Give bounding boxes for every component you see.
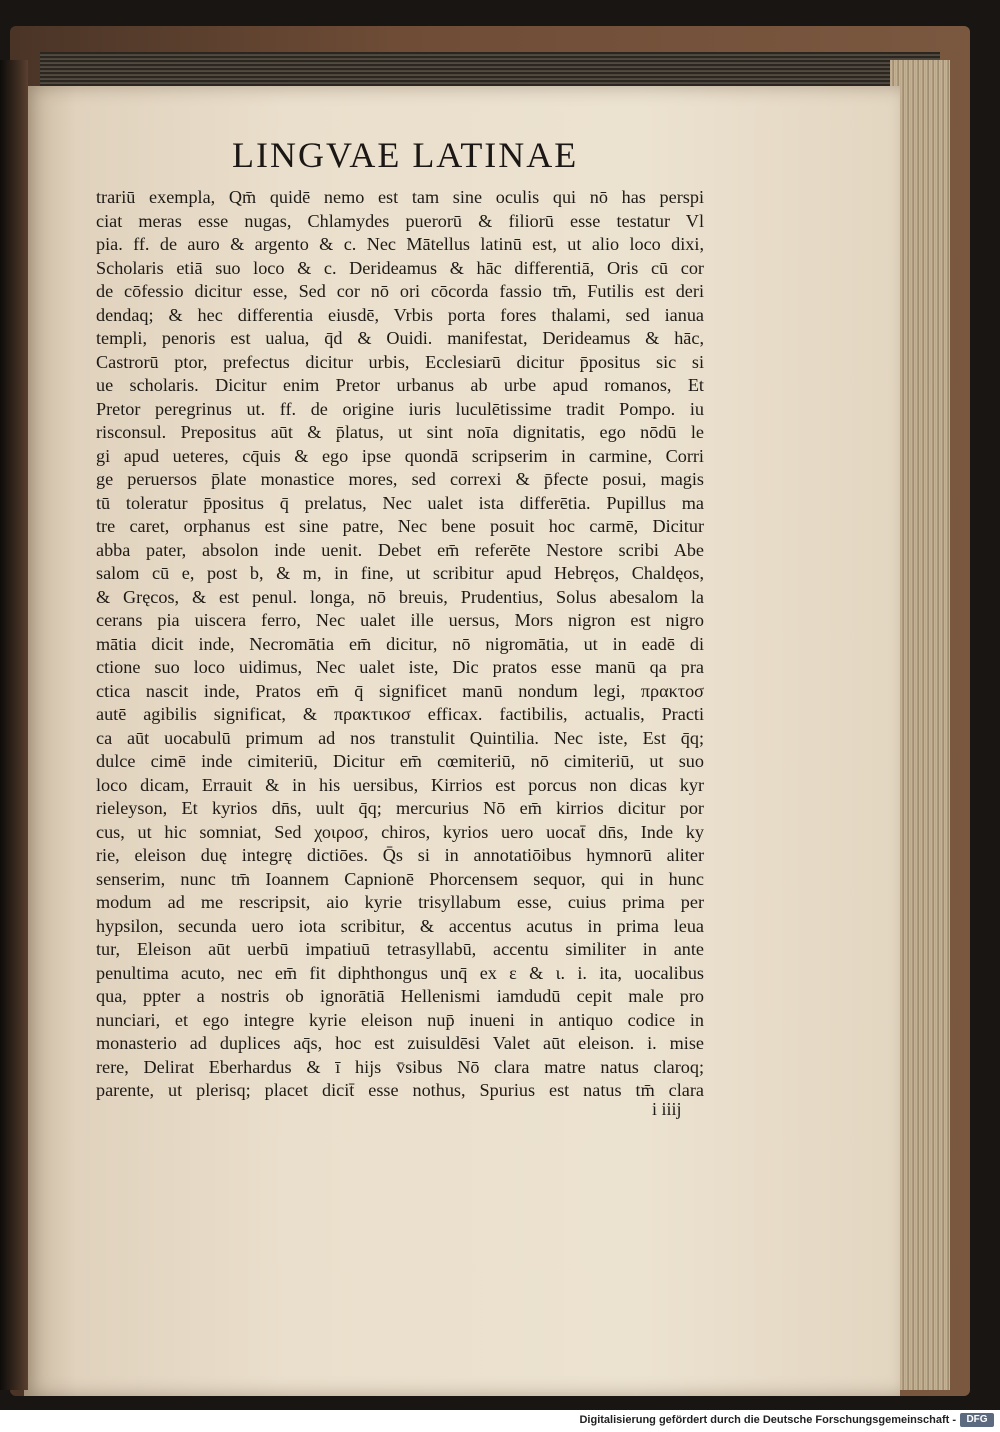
text-line: loco dicam, Errauit & in his uersibus, Kirrios est porcus non dicas kyr (96, 774, 704, 795)
page-text-block (96, 186, 704, 1103)
text-line: cerans pia uiscera ferro, Nec ualet ille uersus, Mors nigron est nigro (96, 610, 704, 630)
text-line: ctica nascit inde, Pratos em̄ q̄ significet manū nondum legi, πρακτοσ (96, 680, 704, 701)
text-line: Scholaris etiā suo loco & c. Derideamus & hāc differentiā, Oris cū cor (96, 257, 704, 278)
text-line: Castrorū ptor, prefectus dicitur urbis, Ecclesiarū dicitur p̄positus sic si (96, 351, 704, 372)
text-line: senserim, nunc tm̄ Ioannem Capnionē Phorcensem sequor, qui in hunc (96, 868, 704, 889)
gutter-edge (0, 60, 28, 1390)
text-line: rieleyson, Et kyrios dn̄s, uult q̄q; mercurius Nō em̄ kirrios dicitur por (96, 798, 704, 818)
text-line: tre caret, orphanus est sine patre, Nec bene posuit hoc carmē, Dicitur (96, 516, 704, 536)
text-line: mātia dicit inde, Necromātia em̄ dicitur, nō nigromātia, ut in eadē di (96, 633, 704, 654)
text-line: trariū exempla, Qm̄ quidē nemo est tam sine oculis qui nō has perspi (96, 187, 704, 207)
running-header: LINGVAE LATINAE (232, 135, 579, 175)
dfg-logo: DFG (960, 1413, 994, 1427)
text-line: dendaq; & hec differentia eiusdē, Vrbis porta fores thalami, sed ianua (96, 304, 704, 325)
text-line: risconsul. Prepositus aūt & p̄latus, ut sint noīa dignitatis, ego nōdū le (96, 422, 704, 442)
text-line: abba pater, absolon inde uenit. Debet em̄ referēte Nestore scribi Abe (96, 539, 704, 560)
text-line: salom cū e, post b, & m, in fine, ut scribitur apud Hebręos, Chaldęos, (96, 563, 704, 583)
text-line: monasterio ad duplices aq̄s, hoc est zuisuldēsi Valet aūt eleison. i. mise (96, 1033, 704, 1053)
text-line: ge peruersos p̄late monastice mores, sed correxi & p̄fecte posui, magis (96, 469, 704, 489)
text-line: rere, Delirat Eberhardus & ī hijs v̄sibus Nō clara matre natus claroq; (96, 1056, 704, 1077)
text-line: ca aūt uocabulū primum ad nos transtulit Quintilia. Nec iste, Est q̄q; (96, 727, 704, 748)
text-line: autē agibilis significat, & πρακτικοσ efficax. factibilis, actualis, Practi (96, 704, 704, 724)
text-line: nunciari, et ego integre kyrie eleison nup̄ inueni in antiquo codice in (96, 1009, 704, 1030)
text-line: parente, ut plerisq; placet dicit̄ esse nothus, Spurius est natus tm̄ clara (96, 1080, 704, 1100)
text-line: ue scholaris. Dicitur enim Pretor urbanus ab urbe apud romanos, Et (96, 375, 704, 395)
text-line: tū toleratur p̄positus q̄ prelatus, Nec ualet ista differētia. Pupillus ma (96, 492, 704, 513)
text-line: pia. ff. de auro & argento & c. Nec Mātellus latinū est, ut alio loco dixi, (96, 234, 704, 254)
text-line: de cōfessio dicitur esse, Sed cor nō ori cōcorda fassio tm̄, Futilis est deri (96, 281, 704, 301)
text-line: dulce cimē inde cimiteriū, Dicitur em̄ cœmiteriū, nō cimiteriū, ut suo (96, 751, 704, 771)
text-line: tur, Eleison aūt uerbū impatiuū tetrasyllabū, accentu similiter in ante (96, 939, 704, 959)
text-line: penultima acuto, nec em̄ fit diphthongus unq̄ ex ε & ι. i. ita, uocalibus (96, 962, 704, 983)
text-line: qua, ppter a nostris ob ignorātiā Hellenismi iamdudū cepit male pro (96, 986, 704, 1006)
text-line: gi apud ueteres, cq̄uis & ego ipse quondā scripserim in carmine, Corri (96, 445, 704, 466)
text-line: rie, eleison duę integrę dictiōes. Q̄s si in annotatiōibus hymnorū aliter (96, 845, 704, 865)
signature-mark: i iiij (652, 1099, 682, 1119)
text-line: Pretor peregrinus ut. ff. de origine iuris luculētissime tradit Pompo. iu (96, 398, 704, 419)
funding-credit: Digitalisierung gefördert durch die Deutsche Forschungsgemeinschaft - (579, 1414, 956, 1426)
text-line: modum ad me rescripsit, aio kyrie trisyllabum esse, cuius prima per (96, 892, 704, 912)
text-line: & Gręcos, & est penul. longa, nō breuis, Prudentius, Solus abesalom la (96, 586, 704, 607)
text-line: cus, ut hic somniat, Sed χοιροσ, chiros, kyrios uero uocat̄ dn̄s, Inde ky (96, 821, 704, 842)
text-line: ciat meras esse nugas, Chlamydes puerorū & filiorū esse testatur Vl (96, 210, 704, 231)
text-line: hypsilon, secunda uero iota scribitur, & accentus acutus in prima leua (96, 915, 704, 936)
text-line: ctione suo loco uidimus, Nec ualet iste, Dic pratos esse manū qa pra (96, 657, 704, 677)
text-line: templi, penoris est ualua, q̄d & Ouidi. manifestat, Derideamus & hāc, (96, 328, 704, 348)
